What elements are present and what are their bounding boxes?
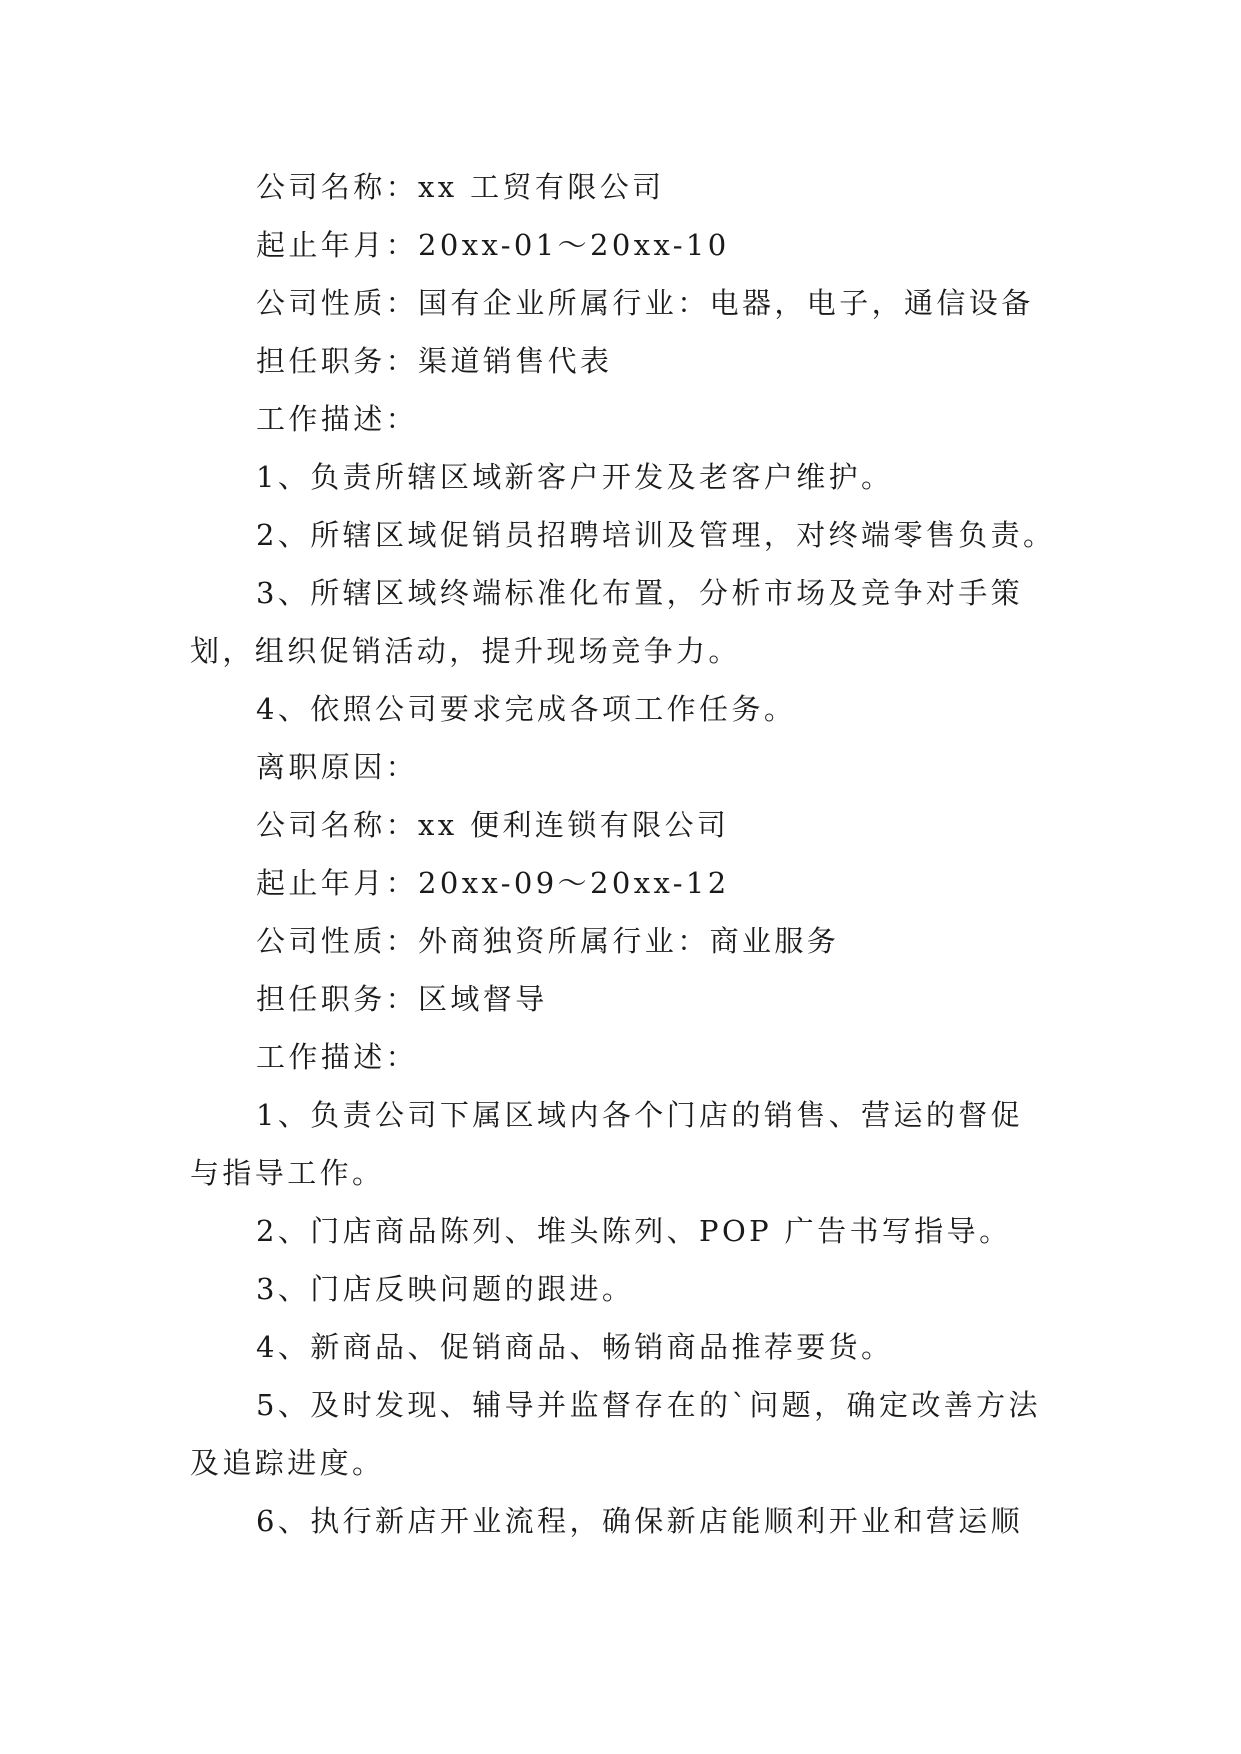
company-type-line-1: 公司性质：国有企业所属行业：电器，电子，通信设备 — [256, 286, 1034, 320]
duty-item-2-1: 1、负责公司下属区域内各个门店的销售、营运的督促 — [256, 1098, 1024, 1132]
duty-item-1-2: 2、所辖区域促销员招聘培训及管理，对终端零售负责。 — [256, 518, 1056, 552]
position-line-2: 担任职务：区域督导 — [256, 982, 548, 1016]
period-line-1: 起止年月：20xx-01～20xx-10 — [256, 228, 730, 262]
company-name-line-1: 公司名称：xx 工贸有限公司 — [256, 170, 665, 204]
duty-item-1-4: 4、依照公司要求完成各项工作任务。 — [256, 692, 797, 726]
job-description-heading-1: 工作描述： — [256, 402, 419, 436]
job-description-heading-2: 工作描述： — [256, 1040, 419, 1074]
duty-item-2-5: 5、及时发现、辅导并监督存在的`问题，确定改善方法 — [256, 1388, 1041, 1422]
duty-item-1-1: 1、负责所辖区域新客户开发及老客户维护。 — [256, 460, 894, 494]
document-page — [190, 158, 1056, 1550]
company-name-line-2: 公司名称：xx 便利连锁有限公司 — [256, 808, 730, 842]
duty-item-2-5-continued: 及追踪进度。 — [190, 1446, 385, 1480]
leaving-reason-line: 离职原因： — [256, 750, 419, 784]
duty-item-1-3: 3、所辖区域终端标准化布置，分析市场及竞争对手策 — [256, 576, 1024, 610]
company-type-line-2: 公司性质：外商独资所属行业：商业服务 — [256, 924, 840, 958]
duty-item-2-3: 3、门店反映问题的跟进。 — [256, 1272, 635, 1306]
period-line-2: 起止年月：20xx-09～20xx-12 — [256, 866, 730, 900]
duty-item-2-1-continued: 与指导工作。 — [190, 1156, 385, 1190]
duty-item-2-2: 2、门店商品陈列、堆头陈列、POP 广告书写指导。 — [256, 1214, 1012, 1248]
position-line-1: 担任职务：渠道销售代表 — [256, 344, 613, 378]
duty-item-1-3-continued: 划，组织促销活动，提升现场竞争力。 — [190, 634, 741, 668]
duty-item-2-6: 6、执行新店开业流程，确保新店能顺利开业和营运顺 — [256, 1504, 1024, 1538]
duty-item-2-4: 4、新商品、促销商品、畅销商品推荐要货。 — [256, 1330, 894, 1364]
